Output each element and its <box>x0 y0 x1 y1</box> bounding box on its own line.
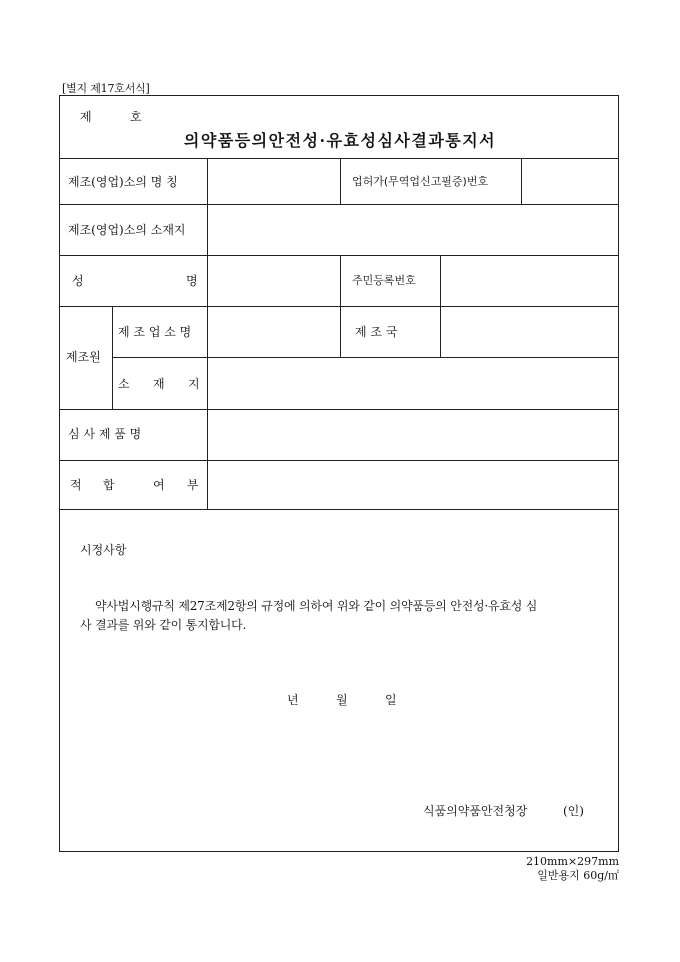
manufacturer-address-label: 제조(영업)소의 소재지 <box>68 223 186 237</box>
name-label-right: 명 <box>186 274 198 288</box>
suitability-field[interactable] <box>208 461 618 508</box>
suitability-label-1: 적 <box>70 478 82 492</box>
license-number-label: 업허가(무역업신고필증)번호 <box>352 175 489 188</box>
resident-number-label: 주민등록번호 <box>352 274 416 287</box>
manufacturer-name-field[interactable] <box>208 159 339 203</box>
name-label-left: 성 <box>72 274 84 288</box>
origin-country-field[interactable] <box>441 307 618 356</box>
date-day-label: 일 <box>385 693 397 707</box>
resident-number-field[interactable] <box>441 256 618 305</box>
manufacturer-address-field[interactable] <box>208 205 618 254</box>
name-field[interactable] <box>208 256 339 305</box>
origin-group-label: 제조원 <box>66 350 101 364</box>
suitability-label-4: 부 <box>187 478 199 492</box>
rule <box>112 306 113 409</box>
notice-line-2: 사 결과를 위와 같이 통지합니다. <box>80 618 247 632</box>
rule <box>340 255 341 357</box>
paper-type: 일반용지 60g/㎡ <box>537 869 619 882</box>
document-number-suffix: 호 <box>130 110 142 124</box>
origin-address-label-2: 재 <box>153 377 165 391</box>
form-title: 의약품등의안전성·유효성심사결과통지서 <box>183 131 497 150</box>
date-month-label: 월 <box>336 693 348 707</box>
seal-mark: (인) <box>563 804 584 818</box>
correction-field[interactable] <box>80 561 600 591</box>
origin-address-field[interactable] <box>208 358 618 408</box>
date-year-label: 년 <box>287 693 299 707</box>
origin-company-label: 제 조 업 소 명 <box>118 325 192 339</box>
manufacturer-name-label: 제조(영업)소의 명 칭 <box>68 175 178 189</box>
suitability-label-2: 합 <box>103 478 115 492</box>
notification-form <box>59 95 619 852</box>
correction-heading: 시정사항 <box>80 543 127 557</box>
rule <box>60 509 618 510</box>
document-number-label: 제 <box>80 110 92 124</box>
issuer-name: 식품의약품안전청장 <box>423 804 528 818</box>
license-number-field[interactable] <box>522 159 618 203</box>
form-caption: [별지 제17호서식] <box>62 82 150 95</box>
suitability-label-3: 여 <box>153 478 165 492</box>
paper-size: 210mm×297mm <box>526 855 619 868</box>
product-name-label: 심 사 제 품 명 <box>68 427 142 441</box>
origin-address-label-1: 소 <box>118 377 130 391</box>
license-number-label-cell <box>341 159 520 203</box>
origin-company-field[interactable] <box>208 307 339 356</box>
origin-address-label-3: 지 <box>188 377 200 391</box>
product-name-field[interactable] <box>208 410 618 459</box>
origin-country-label: 제 조 국 <box>355 325 398 339</box>
notice-line-1: 약사법시행규칙 제27조제2항의 규정에 의하여 위와 같이 의약품등의 안전성·유효성 심 <box>95 599 538 613</box>
